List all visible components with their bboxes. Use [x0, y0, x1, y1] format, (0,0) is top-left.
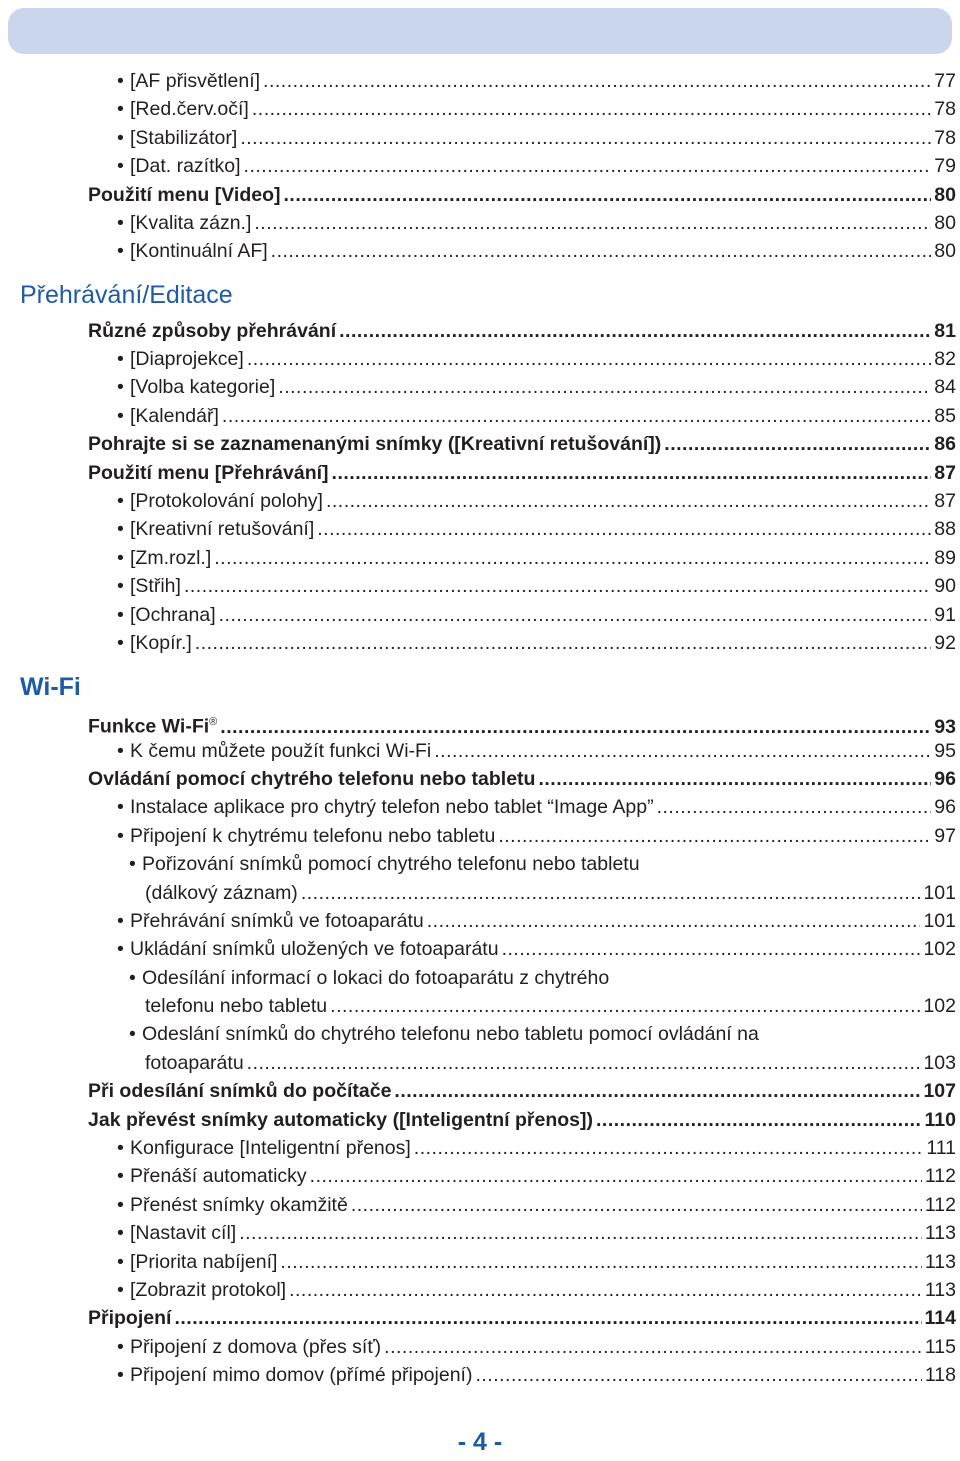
toc-label-text: Funkce Wi-Fi — [88, 715, 210, 738]
toc-page: 107 — [923, 1080, 956, 1102]
toc-page: 112 — [924, 1194, 956, 1216]
toc-page: 101 — [923, 882, 956, 904]
toc-label: • Připojení k chytrému telefonu nebo tabletu — [130, 825, 496, 847]
toc-page: 102 — [923, 938, 956, 960]
toc-row — [88, 1077, 956, 1105]
toc-entry[interactable] — [0, 1219, 960, 1247]
toc-entry[interactable] — [0, 345, 960, 373]
toc-label: Připojení — [88, 1307, 172, 1329]
toc-page: 80 — [934, 240, 956, 262]
toc-page: 84 — [934, 376, 956, 398]
toc-entry[interactable] — [0, 1077, 960, 1105]
toc-page: 113 — [924, 1251, 956, 1273]
toc-entry[interactable] — [0, 487, 960, 515]
toc-label: • [Kopír.] — [130, 632, 192, 654]
toc-entry[interactable] — [0, 209, 960, 237]
toc-row — [130, 1248, 956, 1276]
toc-leader — [271, 237, 932, 265]
toc-label: • [Red.červ.očí] — [130, 98, 249, 120]
toc-label: • [AF přisvětlení] — [130, 70, 261, 92]
toc-page: 96 — [934, 796, 956, 818]
toc-page: 89 — [934, 547, 956, 569]
toc-label[interactable]: • Odesílání informací o lokaci do fotoaparátu z chytrého — [142, 964, 609, 992]
toc-leader — [219, 601, 932, 629]
toc-leader — [317, 515, 931, 543]
toc-row — [130, 373, 956, 401]
toc-leader — [254, 209, 931, 237]
toc-row — [130, 1162, 956, 1190]
toc-leader — [384, 1333, 922, 1361]
toc-leader — [289, 1276, 922, 1304]
toc-label: • Přehrávání snímků ve fotoaparátu — [130, 910, 424, 932]
section-heading-playback: Přehrávání/Editace — [20, 281, 233, 309]
toc-entry[interactable] — [0, 822, 960, 850]
toc-row — [130, 402, 956, 430]
toc-page: 87 — [934, 462, 956, 484]
toc-page: 88 — [934, 518, 956, 540]
toc-row — [130, 237, 956, 265]
toc-leader — [538, 765, 931, 793]
toc-entry[interactable] — [0, 629, 960, 657]
toc-label: • Konfigurace [Inteligentní přenos] — [130, 1137, 411, 1159]
toc-row — [130, 1333, 956, 1361]
toc-row — [130, 822, 956, 850]
toc-label: • [Kalendář] — [130, 405, 219, 427]
toc-page: 112 — [924, 1165, 956, 1187]
toc-label: Použití menu [Video] — [88, 184, 281, 206]
toc-row — [130, 345, 956, 373]
toc-label: • [Zobrazit protokol] — [130, 1279, 287, 1301]
toc-row — [145, 879, 956, 907]
toc-page: 85 — [934, 405, 956, 427]
toc-entry[interactable] — [0, 430, 960, 458]
toc-label: • [Zm.rozl.] — [130, 547, 212, 569]
toc-entry[interactable] — [0, 459, 960, 487]
toc-leader — [330, 992, 920, 1020]
toc-page: 103 — [923, 1052, 956, 1074]
toc-leader — [247, 345, 931, 373]
toc-entry[interactable] — [0, 544, 960, 572]
toc-label: Jak převést snímky automaticky ([Inteligentní přenos]) — [88, 1109, 593, 1131]
toc-leader — [278, 373, 931, 401]
toc-entry[interactable] — [0, 1304, 960, 1332]
toc-entry[interactable] — [0, 237, 960, 265]
toc-row — [88, 1304, 956, 1332]
toc-row — [130, 737, 956, 765]
toc-label: • [Kvalita zázn.] — [130, 212, 252, 234]
toc-page: 113 — [924, 1222, 956, 1244]
toc-label: • [Diaprojekce] — [130, 348, 244, 370]
toc-page: 113 — [924, 1279, 956, 1301]
toc-row — [130, 793, 956, 821]
toc-label: • [Protokolování polohy] — [130, 490, 323, 512]
toc-entry[interactable] — [0, 935, 960, 963]
toc-entry[interactable] — [0, 765, 960, 793]
toc-entry[interactable] — [0, 67, 960, 95]
toc-leader — [326, 487, 931, 515]
toc-page: 102 — [923, 995, 956, 1017]
toc-row — [130, 209, 956, 237]
toc-entry[interactable] — [0, 402, 960, 430]
toc-leader — [184, 572, 931, 600]
toc-entry[interactable] — [0, 124, 960, 152]
toc-entry[interactable] — [0, 737, 960, 765]
toc-row — [88, 1106, 956, 1134]
page-number: - 4 - — [457, 1428, 503, 1456]
toc-page: 77 — [934, 70, 956, 92]
header-bar — [8, 8, 952, 54]
toc-entry[interactable] — [0, 1333, 960, 1361]
toc-leader — [657, 793, 932, 821]
toc-page: 118 — [924, 1364, 956, 1386]
toc-label: • K čemu můžete použít funkci Wi-Fi — [130, 740, 432, 762]
toc-label: Při odesílání snímků do počítače — [88, 1080, 392, 1102]
toc-label: • [Kreativní retušování] — [130, 518, 315, 540]
toc-page: 90 — [934, 575, 956, 597]
toc-label: Pohrajte si se zaznamenanými snímky ([Kreativní retušování]) — [88, 433, 662, 455]
toc-entry[interactable] — [0, 515, 960, 543]
toc-leader — [283, 181, 931, 209]
toc-label: Různé způsoby přehrávání — [88, 320, 337, 342]
toc-leader — [339, 317, 931, 345]
toc-label: • Připojení mimo domov (přímé připojení) — [130, 1364, 473, 1386]
toc-entry[interactable] — [0, 601, 960, 629]
registered-mark: ® — [209, 716, 218, 728]
toc-label: • Přenést snímky okamžitě — [130, 1194, 348, 1216]
toc-leader — [351, 1191, 922, 1219]
section-heading-wifi: Wi-Fi — [20, 673, 81, 701]
toc-entry[interactable] — [0, 1049, 960, 1077]
toc-row — [88, 765, 956, 793]
toc-entry[interactable] — [0, 1134, 960, 1162]
toc-leader — [427, 907, 921, 935]
toc-label — [88, 708, 217, 741]
toc-entry[interactable] — [0, 879, 960, 907]
toc-leader — [195, 629, 932, 657]
toc-row — [130, 487, 956, 515]
toc-leader — [498, 822, 931, 850]
toc-page: 80 — [934, 212, 956, 234]
toc-row — [130, 124, 956, 152]
toc-row — [130, 1276, 956, 1304]
toc-page: 79 — [934, 155, 956, 177]
toc-page: 101 — [923, 910, 956, 932]
toc-entry[interactable] — [0, 181, 960, 209]
toc-page: 97 — [934, 825, 956, 847]
toc-label: • [Volba kategorie] — [130, 376, 276, 398]
toc-page: 82 — [934, 348, 956, 370]
toc-page: 78 — [934, 127, 956, 149]
toc-leader — [239, 1219, 922, 1247]
toc-leader — [310, 1162, 922, 1190]
toc-entry[interactable] — [0, 992, 960, 1020]
toc-row — [130, 907, 956, 935]
toc-label: Použití menu [Přehrávání] — [88, 462, 329, 484]
toc-page: 96 — [934, 768, 956, 790]
toc-leader — [174, 1304, 921, 1332]
toc-leader — [664, 430, 931, 458]
toc-entry[interactable] — [0, 708, 960, 736]
toc-entry[interactable] — [0, 95, 960, 123]
toc-leader — [244, 152, 932, 180]
toc-leader — [252, 95, 931, 123]
toc-row — [130, 1191, 956, 1219]
toc-entry[interactable] — [0, 1162, 960, 1190]
toc-row — [88, 181, 956, 209]
toc-row — [130, 935, 956, 963]
toc-page: 87 — [934, 490, 956, 512]
toc-label: (dálkový záznam) — [145, 882, 298, 904]
toc-entry[interactable] — [0, 1191, 960, 1219]
toc-leader — [280, 1248, 921, 1276]
toc-entry[interactable] — [0, 317, 960, 345]
toc-entry[interactable] — [0, 1106, 960, 1134]
toc-label[interactable]: • Pořizování snímků pomocí chytrého telefonu nebo tabletu — [142, 850, 640, 878]
toc-label: • [Nastavit cíl] — [130, 1222, 237, 1244]
toc-leader — [214, 544, 931, 572]
toc-label: • [Kontinuální AF] — [130, 240, 268, 262]
toc-leader — [394, 1077, 920, 1105]
toc-leader — [222, 402, 931, 430]
toc-entry[interactable] — [0, 793, 960, 821]
toc-page: 78 — [934, 98, 956, 120]
toc-page: 93 — [934, 715, 956, 738]
toc-leader — [263, 67, 931, 95]
toc-row — [130, 67, 956, 95]
toc-label: • [Priorita nabíjení] — [130, 1251, 278, 1273]
toc-label: • [Stabilizátor] — [130, 127, 238, 149]
toc-row — [88, 459, 956, 487]
toc-row — [130, 572, 956, 600]
toc-leader — [240, 124, 931, 152]
toc-row — [130, 152, 956, 180]
toc-page: 111 — [926, 1137, 956, 1159]
toc-page: 114 — [924, 1307, 956, 1329]
toc-row — [130, 629, 956, 657]
toc-page: 91 — [934, 604, 956, 626]
toc-leader — [502, 935, 921, 963]
toc-leader — [247, 1049, 921, 1077]
toc-page: 95 — [934, 740, 956, 762]
toc-label[interactable]: • Odeslání snímků do chytrého telefonu nebo tabletu pomocí ovládání na — [142, 1020, 759, 1048]
toc-row — [145, 1049, 956, 1077]
toc-row — [88, 708, 956, 741]
toc-label: • Instalace aplikace pro chytrý telefon nebo tablet “Image App” — [130, 796, 654, 818]
toc-leader — [434, 737, 931, 765]
toc-label: • Připojení z domova (přes síť) — [130, 1336, 382, 1358]
toc-label: fotoaparátu — [145, 1052, 244, 1074]
toc-row — [88, 317, 956, 345]
toc-page: 81 — [934, 320, 956, 342]
toc-leader — [596, 1106, 922, 1134]
toc-row — [130, 1361, 956, 1389]
toc-label: Ovládání pomocí chytrého telefonu nebo tabletu — [88, 768, 536, 790]
toc-row — [130, 1219, 956, 1247]
toc-label: • Přenáší automaticky — [130, 1165, 307, 1187]
toc-label: • [Ochrana] — [130, 604, 216, 626]
toc-page: 86 — [934, 433, 956, 455]
toc-entry[interactable] — [0, 907, 960, 935]
toc-row — [145, 992, 956, 1020]
toc-page: 80 — [934, 184, 956, 206]
toc-entry[interactable] — [0, 1276, 960, 1304]
toc-label: • [Dat. razítko] — [130, 155, 241, 177]
toc-page: 110 — [924, 1109, 956, 1131]
toc-entry[interactable] — [0, 152, 960, 180]
toc-entry[interactable] — [0, 572, 960, 600]
toc-row — [130, 1134, 956, 1162]
toc-label: • Ukládání snímků uložených ve fotoaparátu — [130, 938, 499, 960]
toc-leader — [475, 1361, 921, 1389]
toc-leader — [332, 459, 932, 487]
toc-label: • [Střih] — [130, 575, 181, 597]
toc-leader — [414, 1134, 924, 1162]
toc-label: telefonu nebo tabletu — [145, 995, 328, 1017]
toc-page: 115 — [924, 1336, 956, 1358]
toc-entry[interactable] — [0, 373, 960, 401]
toc-page: 92 — [934, 632, 956, 654]
toc-row — [130, 515, 956, 543]
toc-entry[interactable] — [0, 1248, 960, 1276]
toc-entry[interactable] — [0, 1361, 960, 1389]
toc-leader — [301, 879, 921, 907]
toc-row — [130, 544, 956, 572]
toc-row — [130, 601, 956, 629]
toc-row — [130, 95, 956, 123]
toc-row — [88, 430, 956, 458]
